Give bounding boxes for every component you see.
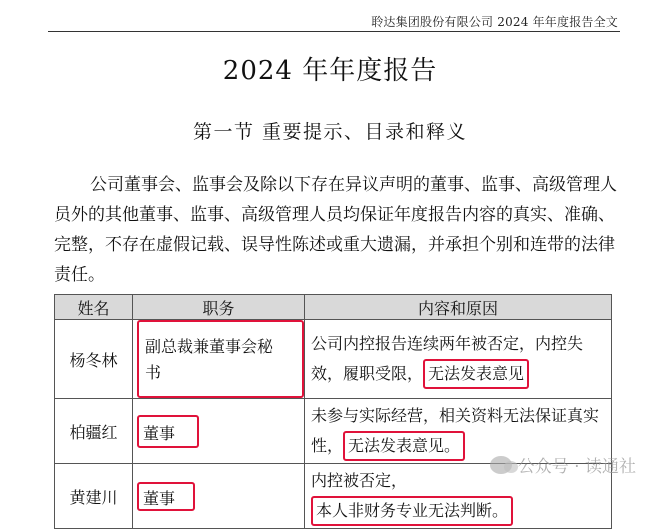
reason-line: 未参与实际经营，相关资料无法保证真实 bbox=[311, 406, 600, 425]
dissent-table bbox=[54, 294, 612, 529]
table-header-row bbox=[55, 295, 612, 320]
cell-reason bbox=[305, 320, 612, 399]
header-rule bbox=[48, 31, 620, 32]
cell-name: 杨冬林 bbox=[55, 320, 133, 399]
cell-name: 黄建川 bbox=[55, 464, 133, 529]
highlight-box: 无法发表意见。 bbox=[343, 431, 465, 461]
reason-line bbox=[311, 359, 607, 389]
watermark-text: 公众号 · 读通社 bbox=[517, 457, 636, 477]
role-text: 董事 bbox=[143, 488, 176, 508]
header-role: 职务 bbox=[133, 295, 305, 320]
table-row bbox=[55, 320, 612, 399]
section-title: 第一节 重要提示、目录和释义 bbox=[192, 121, 468, 143]
reason-text: 内控被否定， bbox=[311, 471, 408, 490]
statement-paragraph bbox=[54, 170, 617, 290]
statement-line: 责任。 bbox=[54, 265, 105, 285]
watermark bbox=[490, 452, 636, 477]
reason-text: 效，履职受限， bbox=[311, 364, 424, 383]
reason-text: 性， bbox=[311, 436, 344, 455]
role-text: 副总裁兼董事会秘书 bbox=[145, 337, 274, 382]
highlight-box bbox=[137, 415, 199, 448]
cell-role bbox=[133, 399, 305, 464]
highlight-box bbox=[137, 482, 195, 511]
header-name: 姓名 bbox=[55, 295, 133, 320]
role-text: 董事 bbox=[143, 423, 176, 443]
document-title: 2024 年年度报告 bbox=[222, 56, 438, 86]
highlight-box: 无法发表意见 bbox=[423, 359, 529, 389]
statement-line: 公司董事会、监事会及除以下存在异议声明的董事、监事、高级管理人 bbox=[90, 175, 617, 195]
statement-line: 完整，不存在虚假记载、误导性陈述或重大遗漏，并承担个别和连带的法律 bbox=[54, 235, 615, 255]
cell-role bbox=[133, 320, 305, 399]
running-header: 聆达集团股份有限公司 2024 年年度报告全文 bbox=[371, 15, 618, 29]
wechat-icon bbox=[490, 456, 512, 474]
cell-role bbox=[133, 464, 305, 529]
highlight-box bbox=[137, 320, 304, 398]
highlight-box: 本人非财务专业无法判断。 bbox=[311, 496, 513, 526]
statement-line: 员外的其他董事、监事、高级管理人员均保证年度报告内容的真实、准确、 bbox=[54, 205, 615, 225]
reason-line: 公司内控报告连续两年被否定，内控失 bbox=[311, 334, 584, 353]
header-reason: 内容和原因 bbox=[305, 295, 612, 320]
cell-name: 柏疆红 bbox=[55, 399, 133, 464]
